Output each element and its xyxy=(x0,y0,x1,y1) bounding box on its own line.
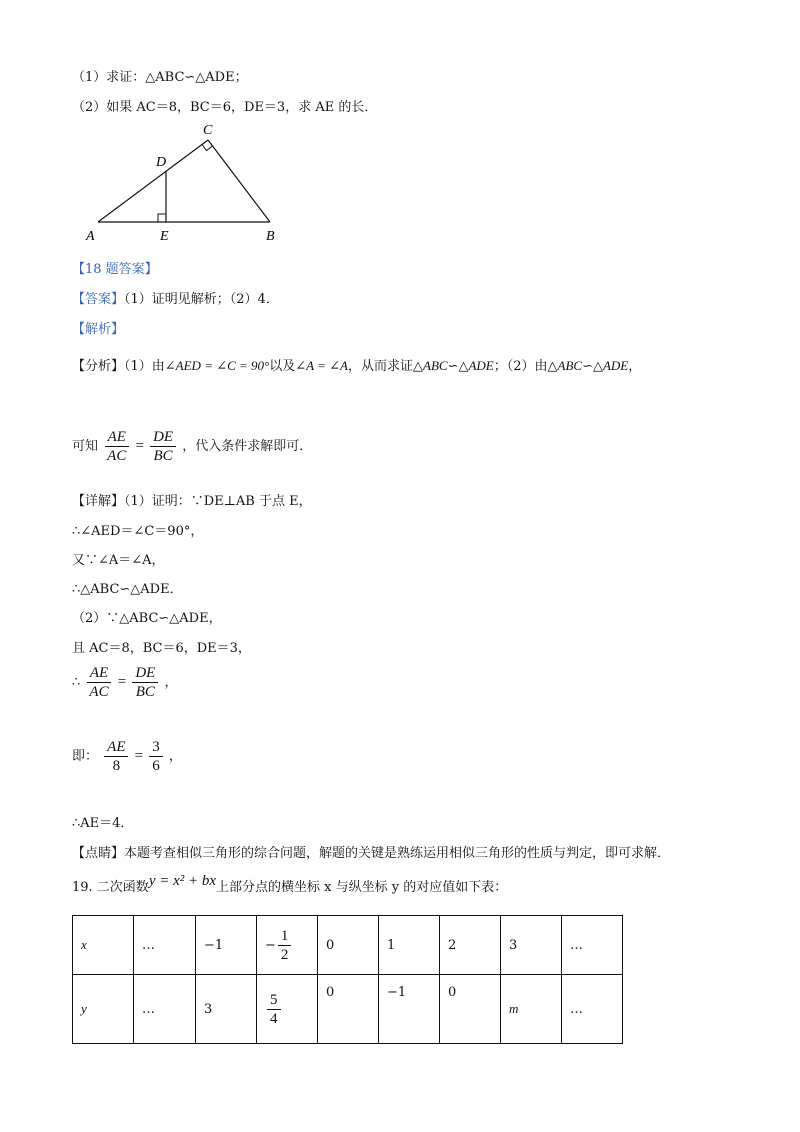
fenxi-prefix: 【分析】（1）由 xyxy=(72,359,165,374)
fraction-de-bc: $\frac{DE}{BC}$ xyxy=(150,428,176,465)
fraction-3-6: $\frac{3}{6}$ xyxy=(149,738,163,775)
fenxi-math-1: ∠AED = ∠C = 90° xyxy=(164,358,270,373)
table-cell-fraction: $\frac{5}{4}$ xyxy=(257,975,318,1044)
detail-line-6: 且 AC＝8，BC＝6，DE＝3， xyxy=(72,641,251,656)
q18-part2: （2）如果 AC＝8，BC＝6，DE＝3，求 AE 的长． xyxy=(72,100,378,115)
fraction-de-bc-2: $\frac{DE}{BC}$ xyxy=(132,664,158,701)
q19-suffix: 上部分点的横坐标 x 与纵坐标 y 的对应值如下表： xyxy=(216,880,508,895)
answer-body: （1）证明见解析；（2）4． xyxy=(124,292,279,307)
fenxi-math-4: △ABC∽△ADE xyxy=(547,358,629,373)
right-angle-mark-E xyxy=(158,214,166,222)
table-cell: m xyxy=(501,975,562,1044)
equals-sign: = xyxy=(135,438,144,454)
fraction-ae-ac: $\frac{AE}{AC}$ xyxy=(104,428,129,465)
q18-part1: （1）求证：△ABC∽△ADE； xyxy=(72,70,248,85)
ji-prefix: 即： xyxy=(72,749,99,764)
table-cell: −1 xyxy=(196,916,257,975)
kezhi-line xyxy=(72,428,312,465)
comma-2: ， xyxy=(168,749,182,764)
table-cell: … xyxy=(562,975,623,1044)
fenxi-text-3: ；（2）由 xyxy=(493,359,548,374)
table-cell: 0 xyxy=(318,975,379,1044)
answer-text: 【答案】（1）证明见解析；（2）4． xyxy=(72,292,279,307)
detail-line-7 xyxy=(72,664,178,701)
table-row-y xyxy=(73,975,623,1044)
detail-line-2: ∴∠AED＝∠C＝90°， xyxy=(72,524,204,539)
label-C: C xyxy=(203,123,213,138)
table-cell: 1 xyxy=(379,916,440,975)
table-head-x: x xyxy=(73,916,134,975)
fraction-ae-8: $\frac{AE}{8}$ xyxy=(104,738,128,775)
triangle-figure xyxy=(80,118,300,246)
detail-line-5: （2）∵△ABC∽△ADE， xyxy=(72,611,222,626)
q19-function: y = x² + bx xyxy=(148,873,217,889)
equals-sign-3: = xyxy=(134,748,144,764)
q19-stem xyxy=(72,873,508,896)
fenxi-text-1: 以及 xyxy=(269,359,296,374)
dianjing-line: 【点睛】本题考查相似三角形的综合问题，解题的关键是熟练运用相似三角形的性质与判定，即可求解． xyxy=(72,846,671,861)
fenxi-text-2: ，从而求证 xyxy=(348,359,414,374)
fenxi-text-4: ， xyxy=(628,359,642,374)
label-E: E xyxy=(160,229,169,244)
table-cell-fraction: − $\frac{1}{2}$ xyxy=(257,916,318,975)
fraction-ae-ac-2: $\frac{AE}{AC}$ xyxy=(86,664,111,701)
fenxi-line xyxy=(72,355,641,374)
table-cell: −1 xyxy=(379,975,440,1044)
segment-AC xyxy=(98,140,208,222)
table-cell: … xyxy=(134,916,196,975)
equals-sign-2: = xyxy=(117,674,127,690)
detail-line-1: 【详解】（1）证明：∵DE⊥AB 于点 E， xyxy=(72,494,312,509)
table-cell: 3 xyxy=(501,916,562,975)
table-cell: … xyxy=(134,975,196,1044)
table-head-y: y xyxy=(73,975,134,1044)
table-cell: 0 xyxy=(318,916,379,975)
detail-line-3: 又∵∠A＝∠A， xyxy=(72,553,165,568)
detail-line-9: ∴AE＝4． xyxy=(72,816,134,831)
q19-prefix: 19. 二次函数 xyxy=(72,880,149,895)
kezhi-suffix: ，代入条件求解即可． xyxy=(182,439,313,454)
table-row-x xyxy=(73,916,623,975)
table-cell: 0 xyxy=(440,975,501,1044)
detail-line-8 xyxy=(72,738,182,775)
right-angle-mark-C xyxy=(202,145,213,151)
label-D: D xyxy=(156,155,167,170)
table-cell: … xyxy=(562,916,623,975)
answer-heading: 【18 题答案】 xyxy=(72,262,158,277)
therefore-symbol: ∴ xyxy=(72,675,81,690)
comma: ， xyxy=(164,675,178,690)
detail-line-4: ∴△ABC∽△ADE． xyxy=(72,582,183,597)
fenxi-math-2: ∠A = ∠A xyxy=(295,358,348,373)
label-B: B xyxy=(266,229,275,244)
table-cell: 2 xyxy=(440,916,501,975)
analysis-heading: 【解析】 xyxy=(72,322,125,337)
kezhi-prefix: 可知 xyxy=(72,439,99,454)
table-cell: 3 xyxy=(196,975,257,1044)
label-A: A xyxy=(86,229,95,244)
segment-CB xyxy=(208,140,270,222)
fenxi-math-3: △ABC∽△ADE xyxy=(413,358,494,373)
value-table xyxy=(72,915,623,1044)
